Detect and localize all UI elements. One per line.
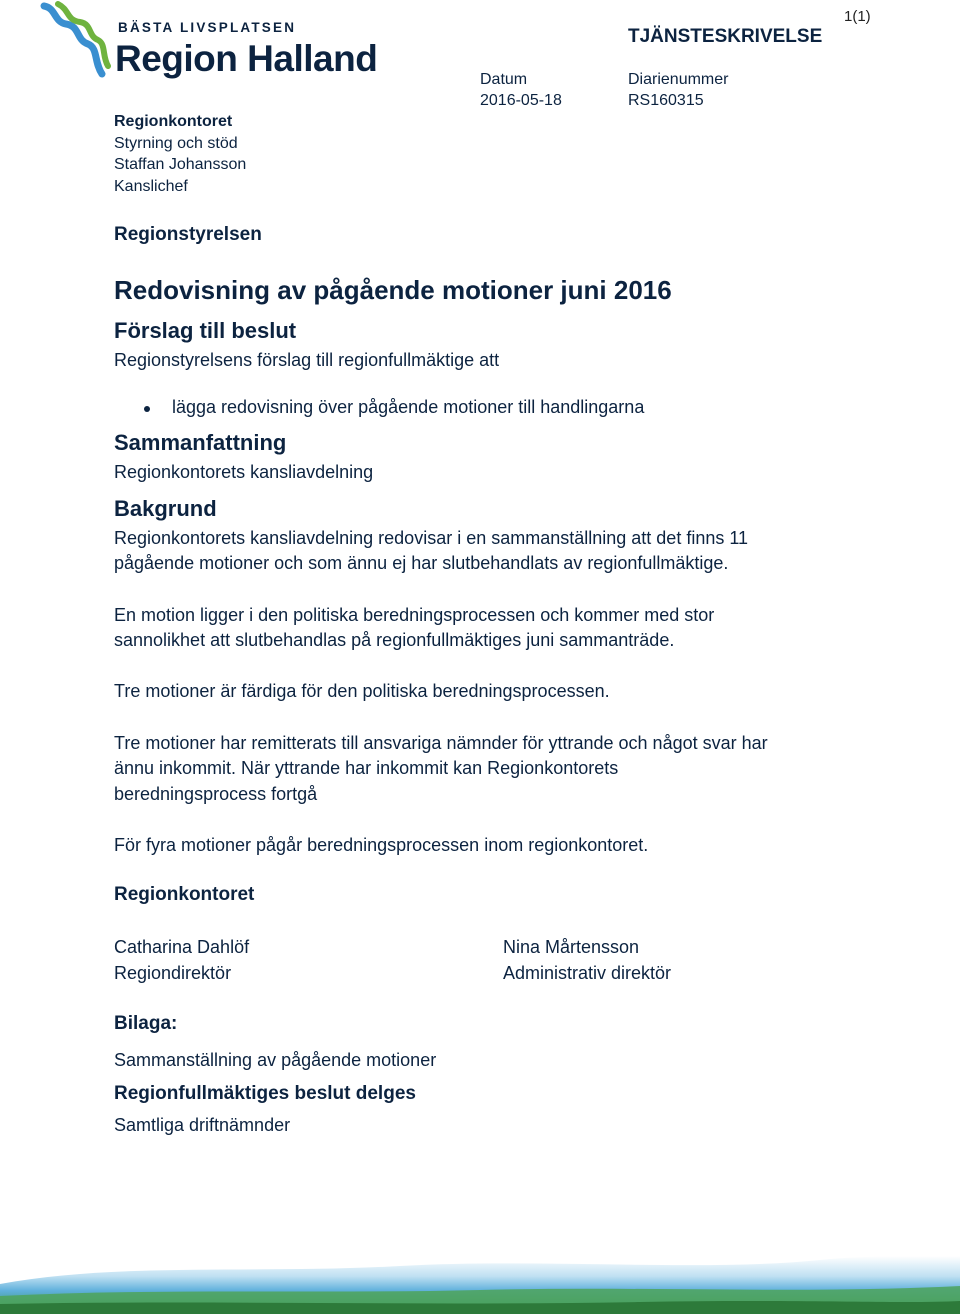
- background-p4-line1: Tre motioner har remitterats till ansvariga nämnder för yttrande och något svar har: [114, 733, 768, 753]
- bullet-icon: [144, 406, 150, 412]
- background-p3: Tre motioner är färdiga för den politiska beredningsprocessen.: [114, 681, 610, 701]
- signature-left-name: Catharina Dahlöf: [114, 937, 250, 957]
- signature-org: Regionkontoret: [114, 884, 255, 905]
- proposal-bullet: lägga redovisning över pågående motioner till handlingarna: [172, 397, 645, 417]
- diary-number-value: RS160315: [628, 92, 704, 109]
- recipient: Regionstyrelsen: [114, 224, 262, 245]
- logo-river-icon: [36, 0, 116, 84]
- sender-unit: Styrning och stöd: [114, 135, 238, 152]
- attachment-heading: Bilaga:: [114, 1013, 178, 1034]
- summary-heading: Sammanfattning: [114, 430, 287, 455]
- sender-name: Staffan Johansson: [114, 156, 247, 173]
- background-p4-line3: beredningsprocess fortgå: [114, 784, 318, 804]
- signature-right-name: Nina Mårtensson: [503, 937, 640, 957]
- background-p2-line1: En motion ligger i den politiska beredningsprocessen och kommer med stor: [114, 605, 715, 625]
- summary-text: Regionkontorets kansliavdelning: [114, 462, 374, 482]
- sender-org: Regionkontoret: [114, 113, 233, 130]
- proposal-intro: Regionstyrelsens förslag till regionfullmäktige att: [114, 350, 500, 370]
- signature-left-title: Regiondirektör: [114, 963, 232, 983]
- background-heading: Bakgrund: [114, 496, 217, 521]
- date-value: 2016-05-18: [480, 92, 562, 109]
- background-p4-line2: ännu inkommit. När yttrande har inkommit kan Regionkontorets: [114, 758, 619, 778]
- document-type: TJÄNSTESKRIVELSE: [628, 26, 823, 47]
- attachment-text: Sammanställning av pågående motioner: [114, 1050, 437, 1070]
- logo-tagline: BÄSTA LIVSPLATSEN: [118, 20, 297, 35]
- logo-name: Region Halland: [115, 38, 378, 79]
- proposal-heading: Förslag till beslut: [114, 318, 297, 343]
- page-title: Redovisning av pågående motioner juni 2016: [114, 275, 672, 305]
- background-p1-line1: Regionkontorets kansliavdelning redovisar i en sammanställning att det finns 11: [114, 528, 749, 548]
- sender-role: Kanslichef: [114, 178, 188, 195]
- background-p2-line2: sannolikhet att slutbehandlas på regionfullmäktiges juni sammanträde.: [114, 630, 675, 650]
- background-p1-line2: pågående motioner och som ännu ej har slutbehandlats av regionfullmäktige.: [114, 553, 729, 573]
- signature-right-title: Administrativ direktör: [503, 963, 672, 983]
- distribution-heading: Regionfullmäktiges beslut delges: [114, 1083, 416, 1104]
- background-p5: För fyra motioner pågår beredningsprocessen inom regionkontoret.: [114, 835, 649, 855]
- footer-landscape-band: [0, 1244, 960, 1314]
- distribution-text: Samtliga driftnämnder: [114, 1115, 291, 1135]
- date-label: Datum: [480, 71, 528, 88]
- diary-number-label: Diarienummer: [628, 71, 729, 88]
- page-number: 1(1): [844, 8, 871, 25]
